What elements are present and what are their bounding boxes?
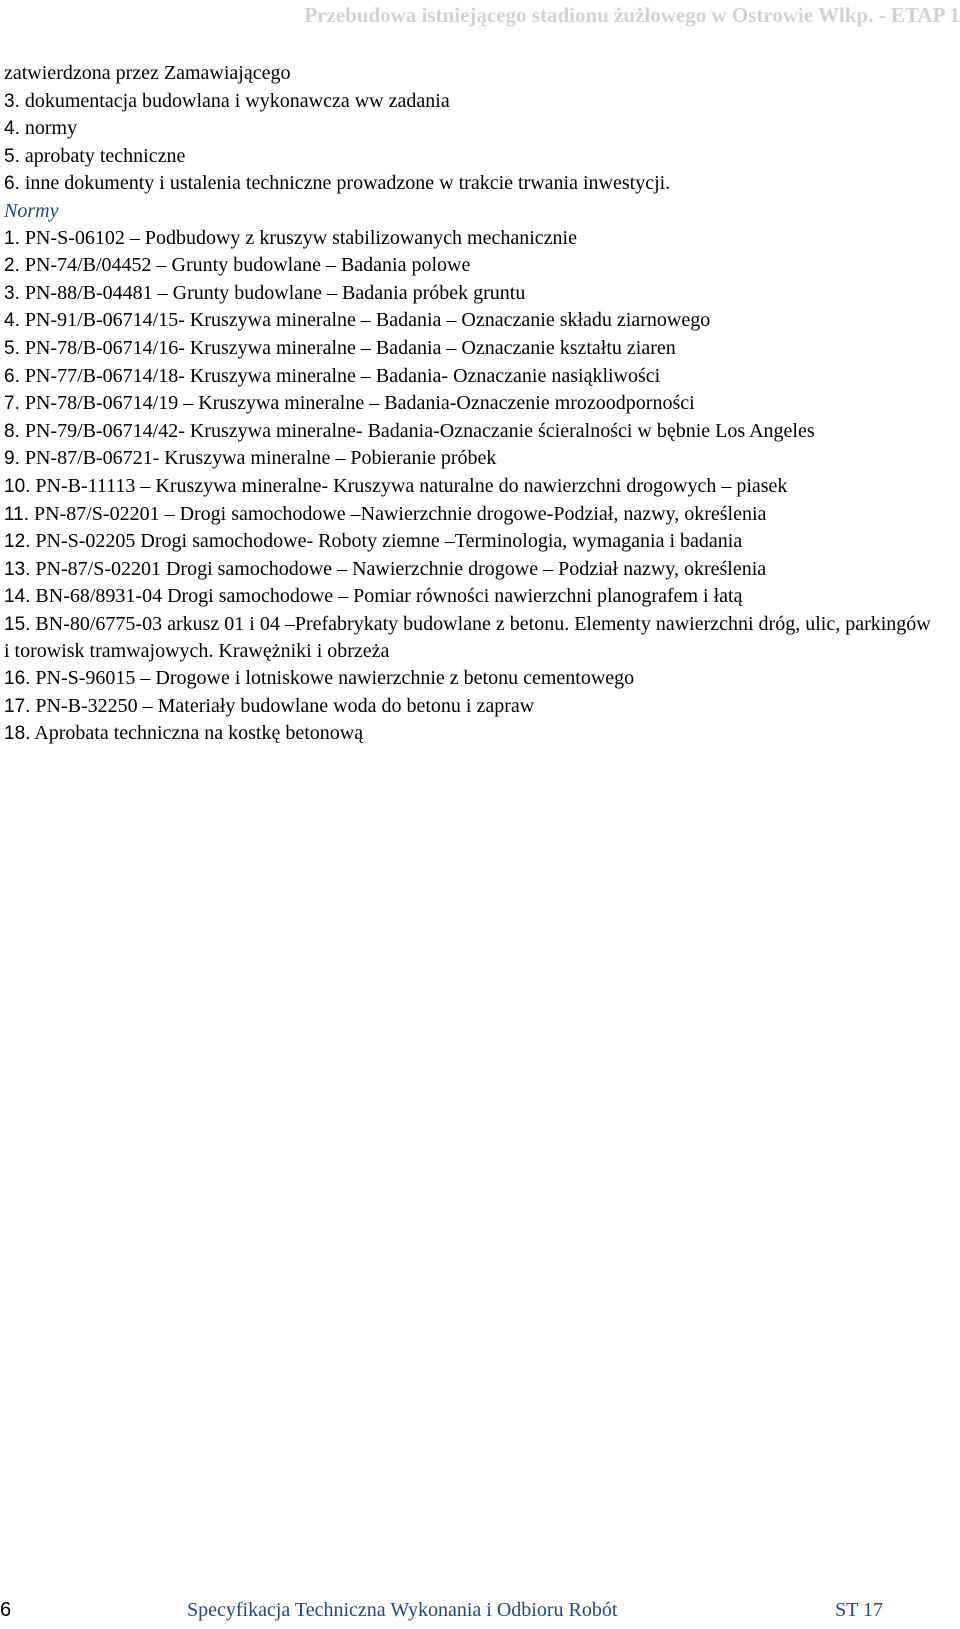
section-heading-normy: Normy xyxy=(4,199,59,222)
list-number: 4. xyxy=(4,118,20,140)
norm-text: PN-87/S-02201 – Drogi samochodowe –Nawierzchnie drogowe-Podział, nazwy, określenia xyxy=(34,502,767,525)
norm-item xyxy=(4,528,938,556)
list-text: aprobaty techniczne xyxy=(24,144,186,167)
norm-item xyxy=(4,280,938,308)
footer-code: ST 17 xyxy=(835,1599,883,1621)
norm-item xyxy=(4,720,938,748)
norm-item xyxy=(4,611,938,665)
list-text: normy xyxy=(24,117,78,140)
list-text: dokumentacja budowlana i wykonawcza ww zadania xyxy=(24,89,450,112)
list-item xyxy=(4,88,938,116)
norm-text: PN-B-11113 – Kruszywa mineralne- Kruszywa naturalne do nawierzchni drogowych – piasek xyxy=(35,474,788,497)
norm-item xyxy=(4,225,938,253)
footer-title: Specyfikacja Techniczna Wykonania i Odbioru Robót xyxy=(187,1599,618,1621)
norm-number: 17. xyxy=(4,695,31,717)
norm-number: 11. xyxy=(4,503,30,525)
norm-item xyxy=(4,390,938,418)
norm-text: PN-87/B-06721- Kruszywa mineralne – Pobieranie próbek xyxy=(24,447,497,470)
norm-item xyxy=(4,307,938,335)
norms-list xyxy=(4,225,938,748)
list-item xyxy=(4,143,938,171)
norm-text: PN-88/B-04481 – Grunty budowlane – Badania próbek gruntu xyxy=(24,281,526,304)
norm-number: 1. xyxy=(4,227,20,249)
norm-text: BN-80/6775-03 arkusz 01 i 04 –Prefabrykaty budowlane z betonu. Elementy nawierzchni dróg, ulic, parkingów i torowisk tramwajowych. Krawężniki i obrzeża xyxy=(4,612,931,663)
norm-number: 5. xyxy=(4,337,20,359)
norm-number: 6. xyxy=(4,365,20,387)
page-header: Przebudowa istniejącego stadionu żużlowego w Ostrowie Wlkp. - ETAP 1 xyxy=(304,3,960,27)
norm-number: 9. xyxy=(4,448,20,470)
norm-text: PN-77/B-06714/18- Kruszywa mineralne – Badania- Oznaczanie nasiąkliwości xyxy=(24,364,661,387)
list-number: 3. xyxy=(4,90,20,112)
norm-item xyxy=(4,693,938,721)
list-number: 6. xyxy=(4,173,20,195)
norm-item xyxy=(4,583,938,611)
norm-text: PN-87/S-02201 Drogi samochodowe – Nawierzchnie drogowe – Podział nazwy, określenia xyxy=(35,557,767,580)
norm-text: PN-74/B/04452 – Grunty budowlane – Badania polowe xyxy=(24,254,471,277)
list-item xyxy=(4,170,938,198)
norm-number: 16. xyxy=(4,668,31,690)
intro-list xyxy=(4,60,938,198)
norm-item xyxy=(4,665,938,693)
document-body xyxy=(4,60,938,748)
norm-item xyxy=(4,335,938,363)
norm-number: 3. xyxy=(4,282,20,304)
norm-item xyxy=(4,473,938,501)
norm-number: 10. xyxy=(4,475,31,497)
norm-number: 18. xyxy=(4,723,31,745)
norm-item xyxy=(4,445,938,473)
norm-text: PN-78/B-06714/16- Kruszywa mineralne – Badania – Oznaczanie kształtu ziaren xyxy=(24,336,676,359)
norm-item xyxy=(4,252,938,280)
norm-number: 12. xyxy=(4,531,31,553)
footer-page-number: 6 xyxy=(0,1599,12,1621)
norm-number: 15. xyxy=(4,613,31,635)
norm-item xyxy=(4,363,938,391)
norm-text: PN-S-02205 Drogi samochodowe- Roboty ziemne –Terminologia, wymagania i badania xyxy=(35,530,743,553)
list-item xyxy=(4,115,938,143)
norm-item xyxy=(4,501,938,529)
norm-number: 4. xyxy=(4,310,20,332)
norm-text: PN-78/B-06714/19 – Kruszywa mineralne – Badania-Oznaczenie mrozoodporności xyxy=(24,392,695,415)
norm-item xyxy=(4,418,938,446)
norm-text: Aprobata techniczna na kostkę betonową xyxy=(34,722,364,745)
norm-number: 7. xyxy=(4,393,20,415)
norm-text: PN-91/B-06714/15- Kruszywa mineralne – Badania – Oznaczanie składu ziarnowego xyxy=(24,309,711,332)
list-text: zatwierdzona przez Zamawiającego xyxy=(4,62,291,84)
norm-number: 2. xyxy=(4,255,20,277)
page-footer xyxy=(0,1595,900,1625)
norm-number: 8. xyxy=(4,420,20,442)
norm-text: BN-68/8931-04 Drogi samochodowe – Pomiar równości nawierzchni planografem i łatą xyxy=(35,585,743,608)
list-text: inne dokumenty i ustalenia techniczne prowadzone w trakcie trwania inwestycji. xyxy=(24,172,671,195)
norm-text: PN-79/B-06714/42- Kruszywa mineralne- Badania-Oznaczanie ścieralności w bębnie Los Angeles xyxy=(24,419,815,442)
norm-number: 14. xyxy=(4,586,31,608)
norm-text: PN-B-32250 – Materiały budowlane woda do betonu i zapraw xyxy=(35,694,535,717)
norm-text: PN-S-96015 – Drogowe i lotniskowe nawierzchnie z betonu cementowego xyxy=(35,667,635,690)
norm-number: 13. xyxy=(4,558,31,580)
list-number: 5. xyxy=(4,145,20,167)
list-item xyxy=(4,60,938,88)
norm-item xyxy=(4,556,938,584)
norm-text: PN-S-06102 – Podbudowy z kruszyw stabilizowanych mechanicznie xyxy=(24,226,577,249)
